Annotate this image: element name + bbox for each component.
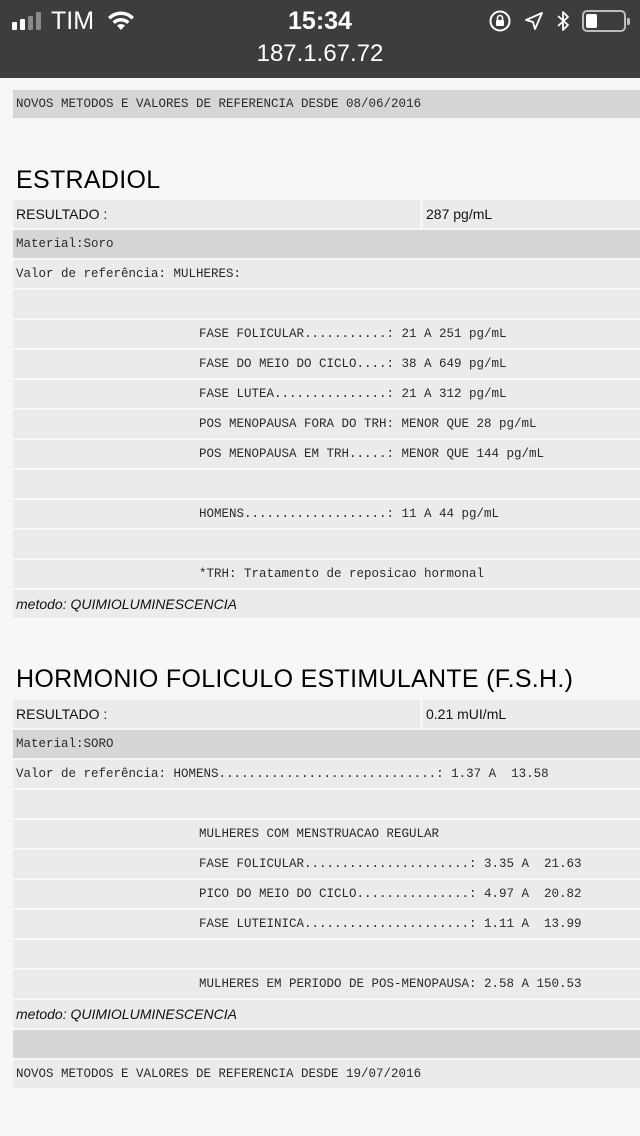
fsh-material: Material:SORO xyxy=(16,737,114,751)
estradiol-result-row xyxy=(13,200,640,228)
bluetooth-icon xyxy=(556,9,570,33)
fsh-ref-line: FASE LUTEINICA......................: 1.11 A 13.99 xyxy=(199,917,582,931)
fsh-method: metodo: QUIMIOLUMINESCENCIA xyxy=(13,1000,640,1028)
estradiol-material-row xyxy=(13,230,640,258)
blank-row xyxy=(13,470,640,498)
estradiol-men-row xyxy=(13,500,640,528)
estradiol-reference-title: Valor de referência: MULHERES: xyxy=(16,267,242,281)
fsh-ref-line: PICO DO MEIO DO CICLO...............: 4.97 A 20.82 xyxy=(199,887,582,901)
address-bar-url[interactable]: 187.1.67.72 xyxy=(256,40,384,67)
fsh-women-regular-row xyxy=(13,820,640,848)
estradiol-method: metodo: QUIMIOLUMINESCENCIA xyxy=(13,590,640,618)
estradiol-men-line: HOMENS...................: 11 A 44 pg/mL xyxy=(199,507,500,521)
fsh-women-regular: MULHERES COM MENSTRUACAO REGULAR xyxy=(199,827,440,841)
estradiol-ref-row xyxy=(13,320,640,348)
blank-row xyxy=(13,1030,640,1058)
carrier-name: TIM xyxy=(51,6,95,35)
estradiol-ref-line: FASE LUTEA...............: 21 A 312 pg/mL xyxy=(199,387,507,401)
battery-level xyxy=(586,14,597,28)
fsh-result-row xyxy=(13,700,640,728)
footer-note-row xyxy=(13,1060,640,1088)
fsh-ref-line: FASE FOLICULAR......................: 3.35 A 21.63 xyxy=(199,857,582,871)
fsh-postmeno-row xyxy=(13,970,640,998)
estradiol-ref-line: POS MENOPAUSA FORA DO TRH: MENOR QUE 28 pg/mL xyxy=(199,417,537,431)
fsh-ref-row xyxy=(13,880,640,908)
fsh-postmeno-line: MULHERES EM PERIODO DE POS-MENOPAUSA: 2.58 A 150.53 xyxy=(199,977,582,991)
blank-row xyxy=(13,790,640,818)
estradiol-ref-row xyxy=(13,380,640,408)
header-note-row xyxy=(13,90,640,118)
estradiol-ref-row xyxy=(13,350,640,378)
fsh-reference-title-row xyxy=(13,760,640,788)
estradiol-result-value: 287 pg/mL xyxy=(423,200,640,228)
status-right xyxy=(488,8,626,34)
status-time: 15:34 xyxy=(288,7,352,35)
status-bar xyxy=(0,0,640,78)
estradiol-ref-line: FASE FOLICULAR...........: 21 A 251 pg/mL xyxy=(199,327,507,341)
estradiol-footnote: *TRH: Tratamento de reposicao hormonal xyxy=(199,567,485,581)
estradiol-title: ESTRADIOL xyxy=(16,166,161,194)
blank-row xyxy=(13,940,640,968)
orientation-lock-icon xyxy=(488,9,512,33)
estradiol-ref-row xyxy=(13,410,640,438)
estradiol-ref-line: FASE DO MEIO DO CICLO....: 38 A 649 pg/mL xyxy=(199,357,507,371)
estradiol-ref-line: POS MENOPAUSA EM TRH.....: MENOR QUE 144 pg/mL xyxy=(199,447,545,461)
location-arrow-icon xyxy=(524,11,544,31)
blank-row xyxy=(13,290,640,318)
header-note: NOVOS METODOS E VALORES DE REFERENCIA DESDE 08/06/2016 xyxy=(16,97,422,111)
fsh-ref-row xyxy=(13,850,640,878)
estradiol-footnote-row xyxy=(13,560,640,588)
fsh-material-row xyxy=(13,730,640,758)
fsh-ref-row xyxy=(13,910,640,938)
estradiol-ref-row xyxy=(13,440,640,468)
estradiol-result-label: RESULTADO : xyxy=(13,200,420,228)
fsh-result-value: 0.21 mUI/mL xyxy=(423,700,640,728)
footer-note: NOVOS METODOS E VALORES DE REFERENCIA DESDE 19/07/2016 xyxy=(16,1067,422,1081)
estradiol-material: Material:Soro xyxy=(16,237,114,251)
fsh-result-label: RESULTADO : xyxy=(13,700,420,728)
fsh-reference-title: Valor de referência: HOMENS.............................: 1.37 A 13.58 xyxy=(16,767,549,781)
battery-icon xyxy=(582,10,626,32)
fsh-title: HORMONIO FOLICULO ESTIMULANTE (F.S.H.) xyxy=(16,665,574,693)
blank-row xyxy=(13,530,640,558)
estradiol-reference-title-row xyxy=(13,260,640,288)
